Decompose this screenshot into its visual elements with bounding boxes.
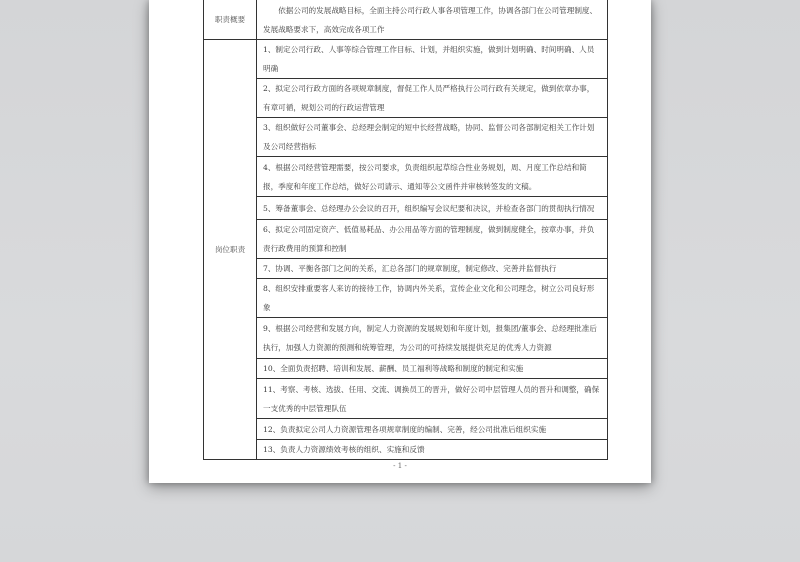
- duty-row: [204, 419, 608, 440]
- job-duty-table: [203, 0, 608, 460]
- duty-row: [204, 118, 608, 157]
- overview-row: [204, 0, 608, 40]
- duty-item: 3、组织做好公司董事会、总经理会制定的短中长经营战略，协同、监督公司各部制定相关工作计划及公司经营指标: [257, 118, 608, 157]
- duty-item: 5、筹备董事会、总经理办公会议的召开，组织编写会议纪要和决议，并检查各部门的贯彻执行情况: [257, 197, 608, 220]
- page-number: - 1 -: [393, 462, 407, 470]
- duty-row: [204, 440, 608, 460]
- duty-item: 12、负责拟定公司人力资源管理各项规章制度的编制、完善，经公司批准后组织实施: [257, 419, 608, 440]
- duty-row: [204, 318, 608, 359]
- duty-row: [204, 379, 608, 419]
- duty-item: 2、拟定公司行政方面的各项规章制度，督促工作人员严格执行公司行政有关规定，做到依章办事，有章可循，规划公司的行政运营管理: [257, 79, 608, 118]
- overview-text: 依据公司的发展战略目标，全面主持公司行政人事各项管理工作，协调各部门在公司管理制度、发展战略要求下，高效完成各项工作: [257, 0, 608, 40]
- duties-label: 岗位职责: [204, 40, 257, 460]
- duty-row: [204, 157, 608, 197]
- duty-item: 1、制定公司行政、人事等综合管理工作目标、计划，并组织实施，做到计划明确、时间明确、人员明确: [257, 40, 608, 79]
- duty-row: [204, 197, 608, 220]
- duty-item: 10、全面负责招聘、培训和发展、薪酬、员工福利等战略和制度的制定和实施: [257, 359, 608, 379]
- duty-row: [204, 359, 608, 379]
- duty-row: [204, 40, 608, 79]
- document-page: [149, 0, 651, 483]
- duty-row: [204, 259, 608, 279]
- duty-item: 11、考察、考核、选拔、任用、交流、调换员工的晋升，做好公司中层管理人员的晋升和调整，确保一支优秀的中层管理队伍: [257, 379, 608, 419]
- duty-row: [204, 279, 608, 318]
- duty-item: 6、拟定公司固定资产、低值易耗品、办公用品等方面的管理制度，做到制度健全，按章办事，并负责行政费用的预算和控制: [257, 220, 608, 259]
- duty-item: 9、根据公司经营和发展方向，制定人力资源的发展规划和年度计划，报集团/董事会、总经理批准后执行，加强人力资源的预测和统筹管理，为公司的可持续发展提供充足的优秀人力资源: [257, 318, 608, 359]
- duty-item: 7、协调、平衡各部门之间的关系，汇总各部门的规章制度，制定修改、完善并监督执行: [257, 259, 608, 279]
- duty-item: 4、根据公司经营管理需要，按公司要求，负责组织起草综合性业务规划，周、月度工作总结和简报，季度和年度工作总结，做好公司请示、通知等公文函件并审核转签发的文稿。: [257, 157, 608, 197]
- duty-row: [204, 220, 608, 259]
- overview-label: 职责概要: [204, 0, 257, 40]
- duty-item: 8、组织安排重要客人来访的接待工作，协调内外关系，宣传企业文化和公司理念，树立公司良好形象: [257, 279, 608, 318]
- duty-item: 13、负责人力资源绩效考核的组织、实施和反馈: [257, 440, 608, 460]
- duty-row: [204, 79, 608, 118]
